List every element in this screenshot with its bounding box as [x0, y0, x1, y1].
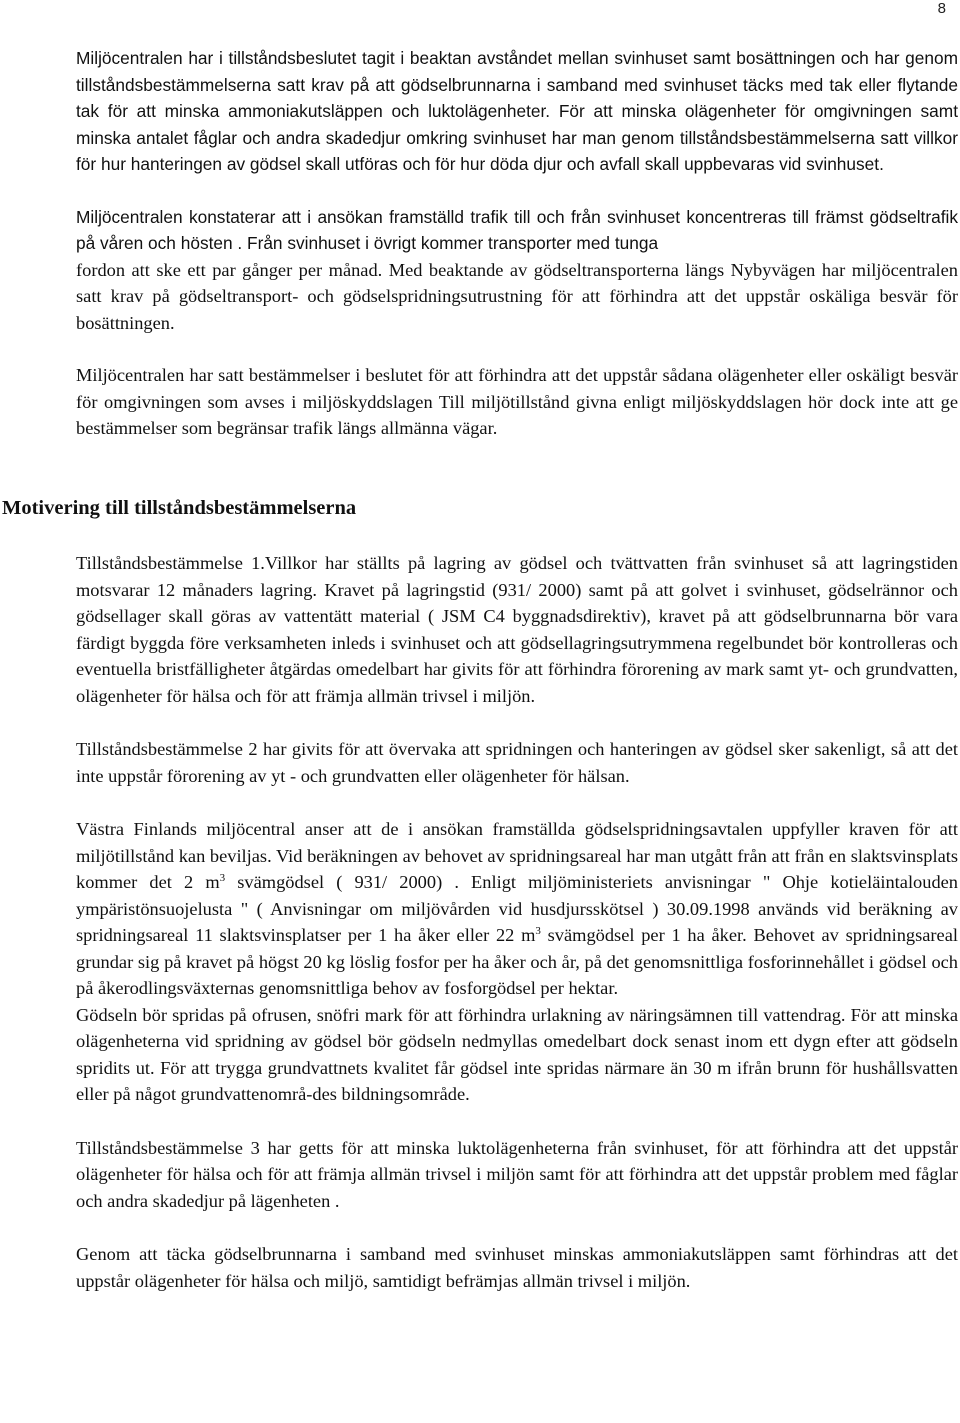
spreading-area-text-2: svämgödsel ( 931/ 2000) . Enligt miljöministeriets anvisningar " Ohje kotieläintalouden ympäristönsuojelusta " ( Anvisningar om miljövården vid husdjursskötsel ) 30.09.1998 används vid beräkning av spridningsareal 11 slaktsvinsplatser per 1 ha åker eller 22 m: [76, 872, 958, 945]
paragraph-condition-3: Tillståndsbestämmelse 3 har getts för att minska luktolägenheterna från svinhuset, för att förhindra att det uppstår olägenheter för hälsa och för att främja allmän trivsel i miljön samt för att förhindra att det uppstår problem med fåglar och andra skadedjur på lägenheten .: [76, 1137, 958, 1211]
paragraph-regulations: Miljöcentralen har satt bestämmelser i beslutet för att förhindra att det uppstår sådana olägenheter eller oskäligt besvär för omgivningen som avses i miljöskyddslagen Till miljötillstånd givna enligt miljöskyddslagen hör dock inte att ge bestämmelser som begränsar trafik längs allmänna vägar.: [76, 365, 958, 438]
cubic-superscript-2: 3: [535, 924, 541, 937]
paragraph-traffic-part-1: Miljöcentralen konstaterar att i ansökan framställd trafik till och från svinhuset koncentreras till främst gödseltrafik på våren och hösten . Från svinhuset i övrigt kommer transporter med tunga: [76, 206, 958, 253]
motivering-body: [76, 550, 958, 1294]
page-number: 8: [937, 0, 946, 17]
paragraph-spreading-rules: Gödseln bör spridas på ofrusen, snöfri mark för att förhindra urlakning av näringsämnen till vattendrag. För att minska olägenheterna vid spridning av gödsel bör gödseln nedmyllas omedelbart dock senast inom ett dygn efter att gödseln spridits ut. För att trygga grundvattnets kvalitet får gödsel inte spridas närmare än 30 m ifrån brunn för hushållsvatten eller på något grundvattenområ-des bildningsområde.: [76, 1004, 958, 1104]
spreading-area-text-3: svämgödsel per 1 ha åker. Behovet av spridningsareal grundar sig på kravet på högst 20 kg löslig fosfor per ha åker och år, på det genomsnittliga fosforinnehållet i gödsel och på åkerodlingsväxternas genomsnittliga behov av fosforgödsel per hektar.: [76, 925, 958, 998]
cubic-superscript-1: 3: [219, 871, 226, 884]
paragraph-traffic-part-2: fordon att ske ett par gånger per månad. Med beaktande av gödseltransporterna längs Nybyvägen har miljöcentralen satt krav på gödseltransport- och gödselspridningsutrustning för att förhindra att det uppstår oskäliga besvär för bosättningen.: [76, 259, 958, 333]
spreading-area-text-1: Västra Finlands miljöcentral anser att de i ansökan framställda gödselspridningsavtalen uppfyller kraven för att miljötillstånd kan beviljas. Vid beräkningen av behovet av spridningsareal har man utgått från att från en slaktsvinsplats kommer det 2 m: [76, 819, 958, 892]
paragraph-condition-2: Tillståndsbestämmelse 2 har givits för att övervaka att spridningen och hanteringen av gödsel sker sakenligt, så att det inte uppstår förorening av yt - och grundvatten eller olägenheter för hälsan.: [76, 739, 958, 786]
document-body: [76, 45, 958, 442]
paragraph-odor-and-pests: Miljöcentralen har i tillståndsbeslutet tagit i beaktan avståndet mellan svinhuset samt bosättningen och har genom tillståndsbestämmelserna satt krav på att gödselbrunnarna i samband med svinhuset täcks med tak eller flytande tak för att minska ammoniakutsläppen och luktolägenheter. För att minska olägenheter för omgivningen samt minska antalet fåglar och andra skadedjur omkring svinhuset har man genom tillståndsbestämmelserna satt villkor för hur hanteringen av gödsel skall utföras och för hur döda djur och avfall skall uppbevaras vid svinhuset.: [76, 48, 958, 174]
paragraph-spreading-area: [76, 816, 958, 1002]
paragraph-covering-wells: Genom att täcka gödselbrunnarna i samband med svinhuset minskas ammoniakutsläppen samt förhindras att det uppstår olägenheter för hälsa och miljö, samtidigt befrämjas allmän trivsel i miljön.: [76, 1244, 958, 1291]
section-heading-motivering: Motivering till tillståndsbestämmelserna: [2, 497, 357, 519]
paragraph-condition-1: Tillståndsbestämmelse 1.Villkor har ställts på lagring av gödsel och tvättvatten från svinhuset så att lagringstiden motsvarar 12 månaders lagring. Kravet på lagringstid (931/ 2000) samt på att golvet i svinhuset, gödselrännor och gödsellager skall göras av vattentätt material ( JSM C4 byggnadsdirektiv), kravet på att gödselbrunnarna bör vara färdigt byggda före verksamheten inleds i svinhuset och att gödsellagringsutrymmena regelbundet bör kontrolleras och eventuella bristfälligheter åtgärdas omedelbart har givits för att förhindra förorening av mark samt yt- och grundvatten, olägenheter för hälsa och för att främja allmän trivsel i miljön.: [76, 553, 958, 706]
paragraph-traffic: [76, 204, 958, 337]
